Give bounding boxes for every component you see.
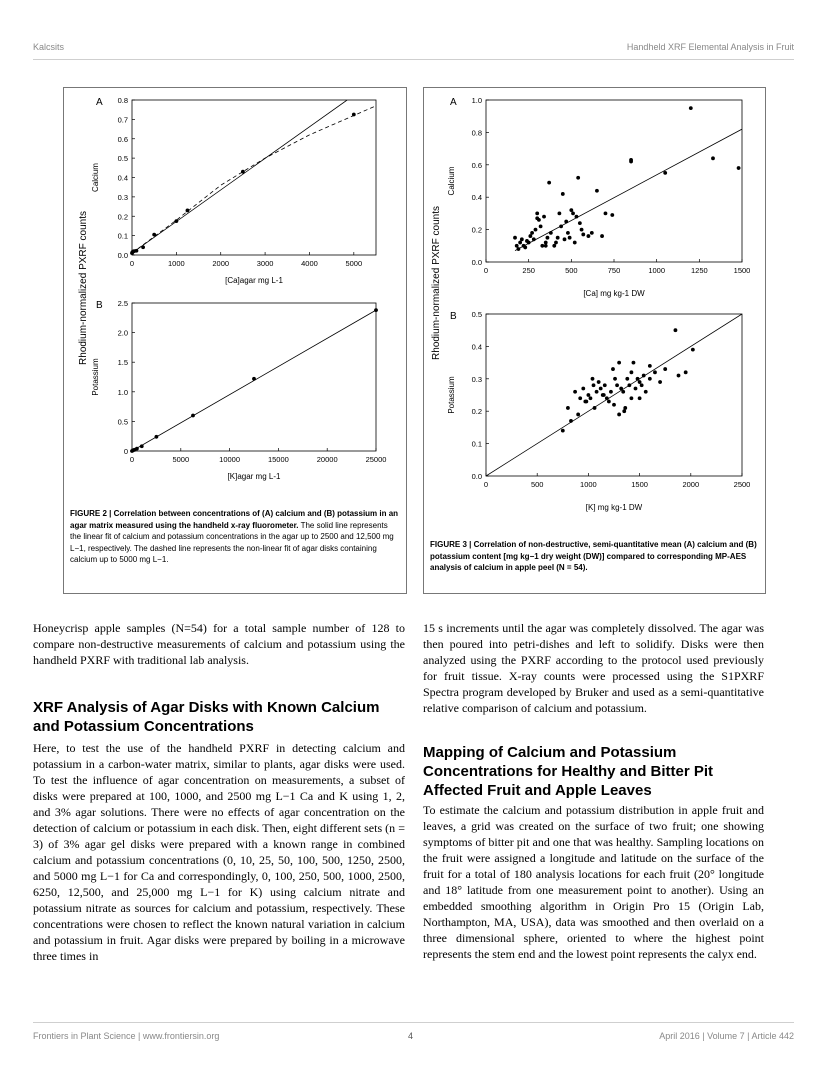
data-point (632, 361, 636, 365)
data-point (648, 377, 652, 381)
section-heading-agar: XRF Analysis of Agar Disks with Known Calcium and Potassium Concentrations (33, 699, 380, 735)
data-point (575, 215, 579, 219)
data-point (186, 209, 190, 213)
y-tick-label: 1.0 (117, 387, 128, 397)
x-tick-label: 750 (607, 266, 621, 275)
x-tick-label: 20000 (316, 455, 338, 464)
data-point (352, 113, 356, 117)
linear-fit-line (486, 314, 742, 476)
data-point (587, 393, 591, 397)
data-point (517, 247, 521, 251)
data-point (599, 387, 603, 391)
x-tick-label: 1000 (648, 266, 666, 275)
x-tick-label: 3000 (256, 259, 274, 268)
y-tick-label: 0.3 (117, 192, 128, 202)
data-point (191, 414, 195, 418)
data-point (630, 370, 634, 374)
data-point (674, 328, 678, 332)
x-tick-label: 1000 (580, 480, 597, 489)
data-point (605, 396, 609, 400)
data-point (573, 390, 577, 394)
header-rule (33, 59, 794, 60)
section-heading-mapping: Mapping of Calcium and Potassium Concentrations for Healthy and Bitter Pit Affected Fruit and Apple Leaves (423, 744, 714, 799)
data-point (602, 393, 606, 397)
data-point (580, 228, 584, 232)
data-point (691, 348, 695, 352)
x-tick-label: 0 (129, 259, 135, 268)
data-point (141, 245, 145, 249)
left-intro-paragraph: Honeycrisp apple samples (N=54) for a total sample number of 128 to compare non-destructive measurements of calcium and potassium using the handheld PXRF with traditional lab analysis. (33, 621, 405, 667)
chart-fig3b (447, 310, 750, 512)
data-point (589, 396, 593, 400)
data-point (603, 383, 607, 387)
x-tick-label: 0 (483, 266, 489, 275)
data-point (597, 380, 601, 384)
chart-fig2a (91, 96, 376, 285)
linear-fit-line (132, 100, 347, 253)
x-tick-label: 10000 (219, 455, 241, 464)
page-number: 4 (408, 1031, 414, 1041)
data-point (584, 400, 588, 404)
data-point (621, 390, 625, 394)
y-tick-label: 0.6 (471, 160, 482, 170)
data-point (592, 383, 596, 387)
x-tick-label: 1250 (690, 266, 708, 275)
data-point (576, 176, 580, 180)
x-tick-label: 2500 (733, 480, 751, 489)
x-tick-label: 500 (565, 266, 578, 275)
x-tick-label: 4000 (301, 259, 318, 268)
data-point (622, 409, 626, 413)
data-point (559, 224, 563, 228)
running-header-title: Handheld XRF Elemental Analysis in Fruit (626, 42, 794, 52)
data-point (135, 447, 139, 451)
x-tick-label: 250 (522, 266, 535, 275)
data-point (630, 396, 634, 400)
data-point (564, 220, 568, 224)
chart-fig2b (91, 299, 386, 481)
data-point (174, 219, 178, 223)
data-point (528, 234, 532, 238)
data-point (520, 237, 524, 241)
data-point (600, 234, 604, 238)
figure-3-caption: FIGURE 3 | Correlation of non-destructive, semi-quantitative mean (A) calcium and (B) potassium content [mg kg−1 dry weight (DW)] compared to corresponding MP-AES analysis of calcium in apple peel (N = 54). (430, 540, 757, 573)
data-point (544, 244, 548, 248)
data-point (539, 224, 543, 228)
data-point (653, 370, 657, 374)
x-tick-label: 1500 (733, 266, 751, 275)
data-point (636, 377, 640, 381)
data-point (563, 237, 567, 241)
x-tick-label: 25000 (365, 455, 387, 464)
data-point (615, 383, 619, 387)
x-tick-label: 0 (129, 455, 135, 464)
data-point (523, 246, 527, 250)
data-point (544, 241, 548, 245)
data-point (623, 406, 627, 410)
section-mapping-paragraph: To estimate the calcium and potassium distribution in apple fruit and leaves, a grid was created on the surface of two fruit; one showing symptoms of bitter pit and one that was healthy. Sampling locations on the fruit were assigned a longitude and latitude on the surface of the fruit for a total of 180 analysis locations for each fruit (20° longitude and 18° latitude from one measurement point to another). Using an embedded smoothing algorithm in Origin Pro 15 (Origin Lab, Northampton, MA, USA), data was smoothed and then overlaid on a three dimensional sphere, oriented to where the highest point represents the stem end and the lowest point represents the calyx end. (423, 803, 764, 961)
data-point (581, 233, 585, 237)
data-point (677, 374, 681, 378)
data-point (241, 170, 245, 174)
data-point (578, 221, 582, 225)
y-axis-label: Potassium (447, 376, 456, 414)
data-point (535, 216, 539, 220)
y-tick-label: 0.5 (117, 154, 128, 164)
data-point (612, 403, 616, 407)
data-point (527, 241, 531, 245)
panel-label: B (450, 311, 457, 322)
data-point (566, 406, 570, 410)
data-point (546, 236, 550, 240)
data-point (658, 380, 662, 384)
data-point (374, 308, 378, 312)
y-tick-label: 0.0 (471, 472, 482, 481)
data-point (595, 189, 599, 193)
data-point (619, 387, 623, 391)
data-point (590, 231, 594, 235)
x-tick-label: 1000 (168, 259, 185, 268)
data-point (684, 370, 688, 374)
y-tick-label: 0.4 (471, 193, 482, 203)
data-point (515, 244, 519, 248)
data-point (627, 383, 631, 387)
data-point (542, 215, 546, 219)
data-point (595, 390, 599, 394)
figure-2-plots (64, 88, 406, 488)
data-point (642, 374, 646, 378)
data-point (513, 236, 517, 240)
data-point (629, 160, 633, 164)
data-point (569, 419, 573, 423)
plot-frame (132, 100, 376, 255)
data-point (737, 166, 741, 170)
data-point (689, 106, 693, 110)
y-tick-label: 0.1 (117, 231, 128, 241)
y-tick-label: 0.4 (471, 342, 482, 352)
figure-3 (423, 87, 766, 594)
plot-frame (486, 100, 742, 262)
data-point (557, 212, 561, 216)
right-continued-paragraph: 15 s increments until the agar was completely dissolved. The agar was then poured into petri-dishes and left to solidify. Disks were then analyzed using the PXRF according to the protocol used previously for fruit tissue. X-ray counts were processed using the S1PXRF Spectra program developed by Bruker and used as a semi-quantitative relative comparison of calcium and potassium. (423, 621, 764, 715)
x-axis-label: [K] mg kg-1 DW (585, 503, 643, 512)
data-point (610, 213, 614, 217)
y-tick-label: 1.0 (471, 96, 482, 105)
x-axis-label: [K]agar mg L-1 (227, 472, 281, 481)
y-tick-label: 0 (123, 447, 128, 456)
data-point (644, 390, 648, 394)
figure-2-shared-ylabel: Rhodium-normalized PXRF counts (78, 211, 89, 365)
y-tick-label: 0.8 (117, 96, 128, 105)
section-agar-paragraph: Here, to test the use of the handheld PXRF in detecting calcium and potassium in a carbon-water matrix, similar to plants, agar disks were used. To test the influence of agar concentration on measurements, a subset of disks were prepared at 100, 1000, and 2500 mg L−1 Ca and K using 1, 2, and 3% agar solutions. There were no effects of agar concentration on the detection of calcium or potassium in each disk. Then, eight different sets (n = 3) of 3% agar gel disks were prepared with a known range in combined calcium and potassium concentrations (0, 10, 25, 50, 100, 500, 1250, 2500, and 5000 mg L−1 for Ca and correspondingly, 0, 100, 250, 500, 1000, 2500, 6250, 12,500, and 25,000 mg L−1 for K) using calcium nitrate and potassium nitrate as sources for calcium and potassium, respectively. These concentrations were chosen to reflect the known natural variation in calcium and potassium in fruit. Agar disks were prepared by boiling in a microwave three times in (33, 741, 405, 963)
data-point (638, 380, 642, 384)
data-point (617, 361, 621, 365)
data-point (561, 429, 565, 433)
data-point (593, 406, 597, 410)
y-tick-label: 0.2 (471, 225, 482, 235)
y-tick-label: 0.7 (117, 115, 128, 125)
chart-fig3a (447, 96, 750, 298)
running-header-author: Kalcsits (33, 42, 65, 52)
data-point (578, 396, 582, 400)
data-point (530, 231, 534, 235)
data-point (140, 444, 144, 448)
panel-label: A (96, 97, 103, 108)
data-point (549, 231, 553, 235)
data-point (569, 208, 573, 212)
data-point (568, 236, 572, 240)
data-point (576, 413, 580, 417)
y-tick-label: 0.4 (117, 173, 128, 183)
panel-label: B (96, 300, 103, 311)
data-point (638, 396, 642, 400)
y-tick-label: 0.1 (471, 439, 482, 449)
figure-3-shared-ylabel: Rhodium-normalized PXRF counts (431, 206, 442, 360)
data-point (554, 241, 558, 245)
y-tick-label: 0.2 (471, 407, 482, 417)
footer-rule (33, 1022, 794, 1023)
data-point (617, 413, 621, 417)
data-point (535, 212, 539, 216)
figure-2-caption-rest: The solid line represents the linear fit of calcium and potassium concentrations in the agar up to 2500 and 12,500 mg L−1, respectively. The dashed line represents the non-linear fit of agar disks containing calcium up to 5000 mg L−1. (70, 520, 394, 565)
data-point (547, 181, 551, 185)
figure-2-caption-lead: FIGURE 2 | Correlation between concentrations of (A) calcium and (B) potassium in an agar matrix measured using the handheld x-ray fluorometer. (70, 509, 399, 530)
y-axis-label: Calcium (91, 163, 100, 192)
x-axis-label: [Ca]agar mg L-1 (225, 276, 283, 285)
x-tick-label: 5000 (172, 455, 190, 464)
figure-2 (63, 87, 407, 594)
y-tick-label: 0.6 (117, 134, 128, 144)
data-point (252, 377, 256, 381)
data-point (518, 241, 522, 245)
data-point (135, 249, 139, 253)
y-tick-label: 1.5 (117, 358, 128, 368)
y-tick-label: 0.3 (471, 374, 482, 384)
y-tick-label: 0.5 (471, 310, 482, 319)
data-point (581, 387, 585, 391)
x-tick-label: 5000 (345, 259, 363, 268)
data-point (611, 367, 615, 371)
footer-journal: Frontiers in Plant Science | www.frontiersin.org (33, 1031, 220, 1041)
x-tick-label: 15000 (267, 455, 289, 464)
panel-label: A (450, 97, 457, 108)
data-point (613, 377, 617, 381)
data-point (607, 400, 611, 404)
data-point (648, 364, 652, 368)
footer-issue: April 2016 | Volume 7 | Article 442 (659, 1031, 794, 1041)
figure-2-caption (70, 508, 400, 566)
nonlinear-fit-line (132, 106, 376, 253)
data-point (540, 244, 544, 248)
data-point (155, 435, 159, 439)
x-tick-label: 0 (483, 480, 489, 489)
data-point (573, 241, 577, 245)
data-point (566, 231, 570, 235)
data-point (591, 377, 595, 381)
data-point (634, 387, 638, 391)
x-tick-label: 1500 (631, 480, 648, 489)
data-point (561, 192, 565, 196)
data-point (152, 233, 156, 237)
data-point (552, 244, 556, 248)
data-point (604, 212, 608, 216)
figure-3-plots (424, 88, 765, 528)
data-point (571, 212, 575, 216)
data-point (625, 377, 629, 381)
data-point (711, 156, 715, 160)
y-tick-label: 2.5 (117, 299, 128, 308)
data-point (640, 383, 644, 387)
data-point (587, 234, 591, 238)
data-point (663, 171, 667, 175)
data-point (609, 390, 613, 394)
data-point (532, 237, 536, 241)
x-axis-label: [Ca] mg kg-1 DW (583, 289, 645, 298)
y-axis-label: Calcium (447, 166, 456, 196)
y-tick-label: 0.0 (117, 251, 128, 260)
y-tick-label: 0.0 (471, 258, 482, 267)
data-point (663, 367, 667, 371)
x-tick-label: 2000 (212, 259, 230, 268)
y-tick-label: 0.2 (117, 212, 128, 222)
y-tick-label: 0.5 (117, 417, 128, 427)
y-tick-label: 0.8 (471, 128, 482, 138)
x-tick-label: 2000 (682, 480, 700, 489)
y-tick-label: 2.0 (117, 328, 128, 338)
data-point (556, 236, 560, 240)
data-point (534, 228, 538, 232)
x-tick-label: 500 (530, 480, 544, 489)
y-axis-label: Potassium (91, 358, 100, 396)
